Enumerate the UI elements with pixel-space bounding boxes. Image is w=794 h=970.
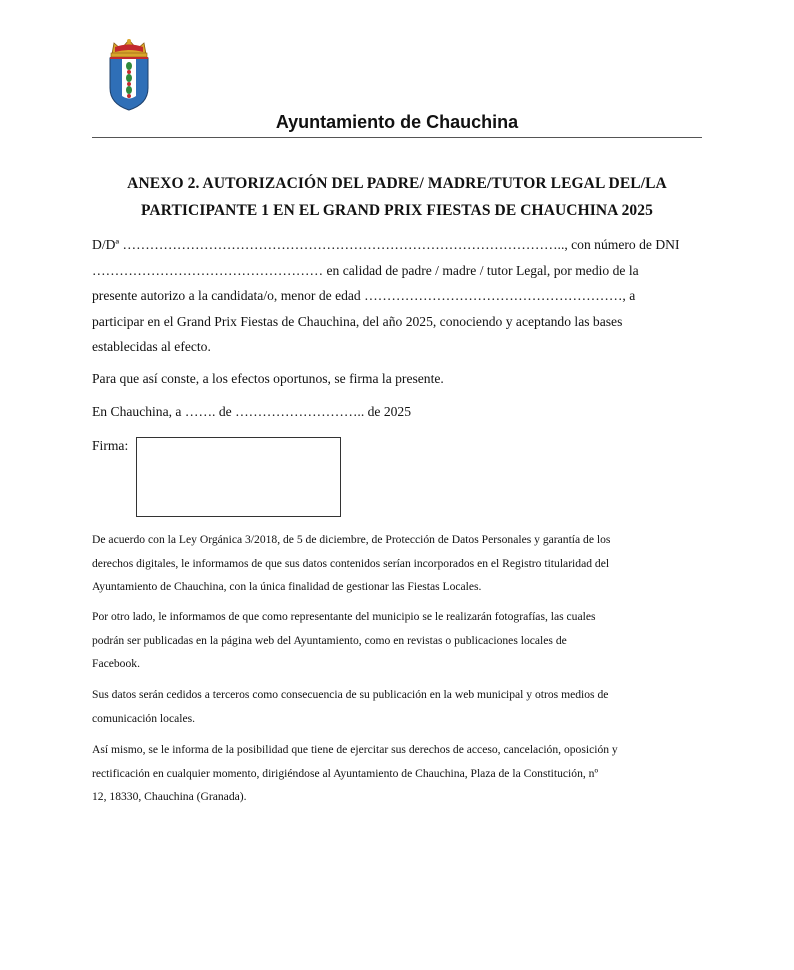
authorization-line-1: D/Dª …………………………………………………………………………………….., con número de DNI	[92, 237, 680, 252]
municipal-coat-of-arms-logo	[106, 38, 152, 112]
legal-4-line-3: 12, 18330, Chauchina (Granada).	[92, 790, 247, 803]
document-title-line-1: ANEXO 2. AUTORIZACIÓN DEL PADRE/ MADRE/TUTOR LEGAL DEL/LA	[127, 175, 667, 192]
legal-1-line-3: Ayuntamiento de Chauchina, con la única finalidad de gestionar las Fiestas Locales.	[92, 580, 482, 593]
header-divider	[92, 137, 702, 138]
authorization-paragraph	[92, 232, 700, 360]
legal-1-line-1: De acuerdo con la Ley Orgánica 3/2018, de 5 de diciembre, de Protección de Datos Personales y garantía de los	[92, 533, 611, 546]
authorization-line-3: presente autorizo a la candidata/o, menor de edad …………………………………………………, a	[92, 288, 636, 303]
legal-4-line-2: rectificación en cualquier momento, dirigiéndose al Ayuntamiento de Chauchina, Plaza de la Constitución, nº	[92, 766, 599, 780]
legal-2-line-3: Facebook.	[92, 657, 140, 670]
place-date-line: En Chauchina, a ……. de ……………………….. de 2025	[92, 404, 412, 419]
document-title-line-2: PARTICIPANTE 1 EN EL GRAND PRIX FIESTAS DE CHAUCHINA 2025	[141, 202, 653, 219]
legal-1-line-2: derechos digitales, le informamos de que sus datos contenidos serían incorporados en el Registro titularidad del	[92, 556, 610, 570]
authorization-line-2: …………………………………………… en calidad de padre / madre / tutor Legal, por medio de la	[92, 262, 639, 278]
organization-name	[0, 112, 794, 133]
legal-paragraph-data-protection	[92, 528, 700, 599]
authorization-line-4: participar en el Grand Prix Fiestas de Chauchina, del año 2025, conociendo y aceptando las bases	[92, 313, 623, 329]
legal-paragraph-rights	[92, 738, 700, 809]
legal-2-line-2: podrán ser publicadas en la página web del Ayuntamiento, como en revistas o publicaciones locales de	[92, 633, 567, 647]
legal-3-line-2: comunicación locales.	[92, 711, 196, 725]
legal-4-line-1: Así mismo, se le informa de la posibilidad que tiene de ejercitar sus derechos de acceso, cancelación, oposición y	[92, 743, 618, 756]
signature-label: Firma:	[92, 438, 129, 453]
document-title	[92, 170, 702, 224]
legal-3-line-1: Sus datos serán cedidos a terceros como consecuencia de su publicación en la web municipal y otros medios de	[92, 688, 609, 701]
authorization-line-5: establecidas al efecto.	[92, 339, 211, 354]
signature-statement: Para que así conste, a los efectos oportunos, se firma la presente.	[92, 371, 444, 386]
legal-paragraph-photos	[92, 605, 700, 676]
organization-name-text: Ayuntamiento de Chauchina	[275, 112, 519, 132]
legal-paragraph-third-parties	[92, 683, 700, 730]
legal-2-line-1: Por otro lado, le informamos de que como representante del municipio se le realizarán fotografías, las cuales	[92, 610, 596, 623]
signature-box[interactable]	[136, 437, 341, 517]
